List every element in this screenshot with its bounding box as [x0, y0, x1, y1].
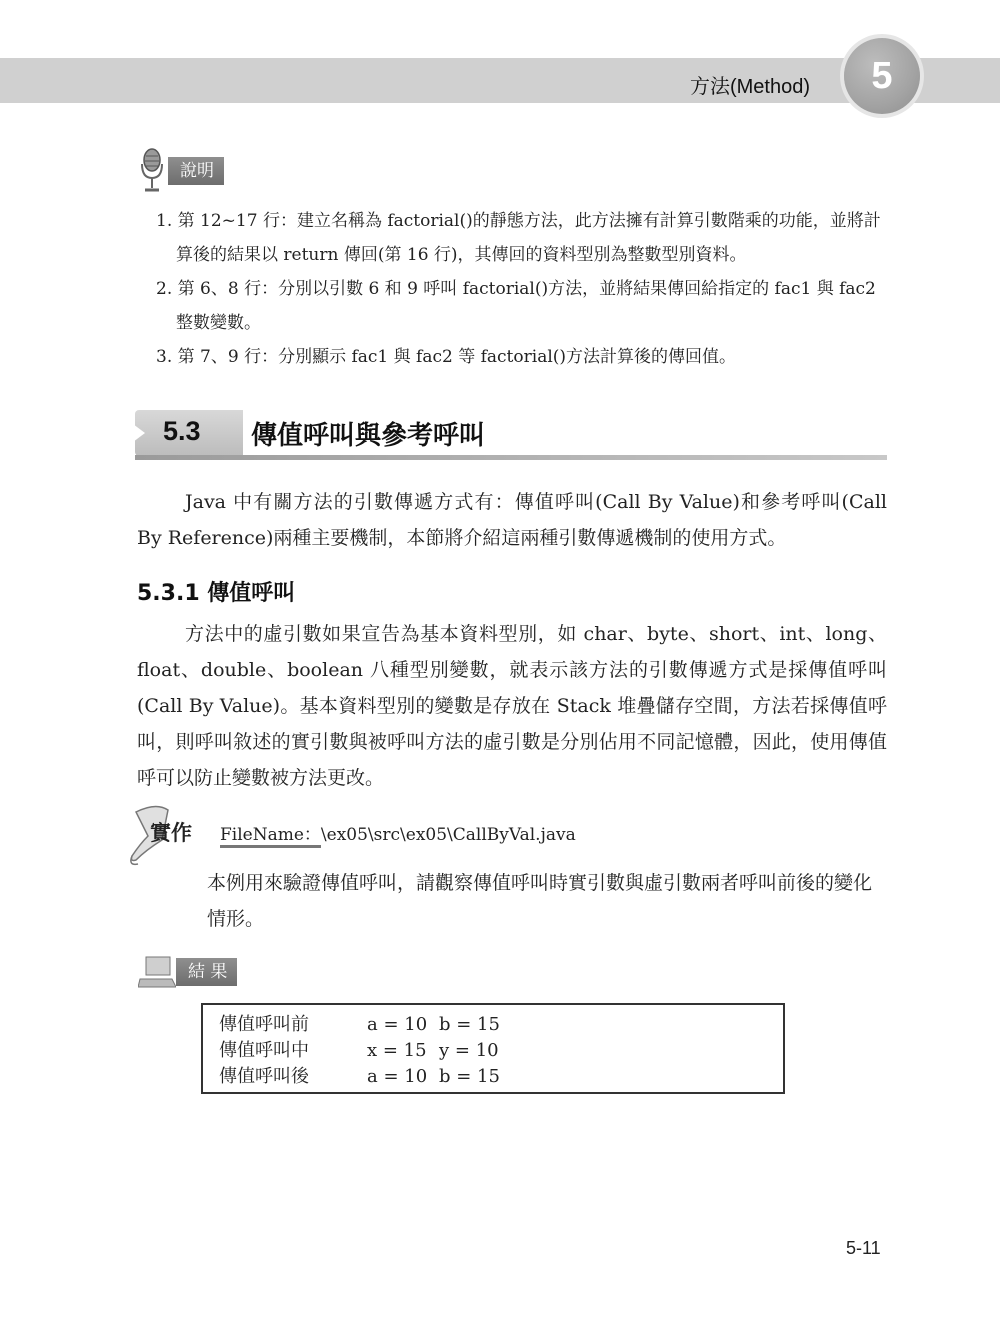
practice-label: 實作 [150, 821, 192, 845]
explain-label: 說明 [168, 157, 224, 185]
microphone-icon [138, 148, 168, 194]
filename-label: FileName： [220, 825, 321, 848]
explain-tag [138, 148, 224, 194]
section-intro: Java 中有關方法的引數傳遞方式有：傳值呼叫(Call By Value)和參考呼叫(Call By Reference)兩種主要機制，本節將介紹這兩種引數傳遞機制的使用方式。 [137, 491, 887, 549]
filename-path: \ex05\src\ex05\CallByVal.java [320, 825, 576, 845]
triangle-icon [133, 424, 145, 442]
laptop-icon [138, 955, 176, 989]
practice-description: 本例用來驗證傳值呼叫，請觀察傳值呼叫時實引數與虛引數兩者呼叫前後的變化情形。 [207, 872, 873, 930]
result-value-2: y = 10 [439, 1040, 499, 1061]
list-item: 2. 第 6、8 行：分別以引數 6 和 9 呼叫 factorial()方法，並將結果傳回給指定的 fac1 與 fac2 整數變數。 [156, 279, 876, 333]
practice-filename [220, 820, 576, 845]
result-tag [138, 955, 237, 989]
section-underline [135, 455, 887, 460]
result-output-box [201, 1003, 785, 1094]
result-value-2: b = 15 [439, 1066, 500, 1087]
result-row-label: 傳值呼叫前 [219, 1014, 309, 1035]
result-row-label: 傳值呼叫後 [219, 1066, 309, 1087]
list-item: 1. 第 12~17 行：建立名稱為 factorial()的靜態方法，此方法擁有計算引數階乘的功能，並將計算後的結果以 return 傳回(第 16 行)，其傳回的資料型別為整數型別資料。 [156, 211, 881, 265]
subsection-title: 5.3.1 傳值呼叫 [137, 581, 296, 606]
result-label: 結 果 [176, 958, 237, 986]
result-value-1: a = 10 [367, 1066, 428, 1087]
subsection-body: 方法中的虛引數如果宣告為基本資料型別，如 char、byte、short、int、long、float、double、boolean 八種型別變數，就表示該方法的引數傳遞方式是採傳值呼叫(Call By Value)。基本資料型別的變數是存放在 Stack 堆疊儲存空間，方法若採傳值呼叫，則呼叫敘述的實引數與被呼叫方法的虛引數是分別佔用不同記憶體，因此，使用傳值呼可以防止變數被方法更改。 [137, 623, 887, 789]
page-number: 5-11 [846, 1238, 881, 1258]
chapter-number-badge: 5 [844, 38, 920, 114]
result-value-1: x = 15 [367, 1040, 427, 1061]
section-number: 5.3 [163, 416, 201, 446]
result-row-label: 傳值呼叫中 [219, 1040, 309, 1061]
section-heading [135, 410, 887, 460]
section-title: 傳值呼叫與參考呼叫 [251, 421, 486, 451]
result-value-1: a = 10 [367, 1014, 428, 1035]
result-value-2: b = 15 [439, 1014, 500, 1035]
list-item: 3. 第 7、9 行：分別顯示 fac1 與 fac2 等 factorial()方法計算後的傳回值。 [156, 347, 737, 367]
chapter-title: 方法(Method) [689, 76, 810, 98]
explain-list [156, 204, 891, 374]
